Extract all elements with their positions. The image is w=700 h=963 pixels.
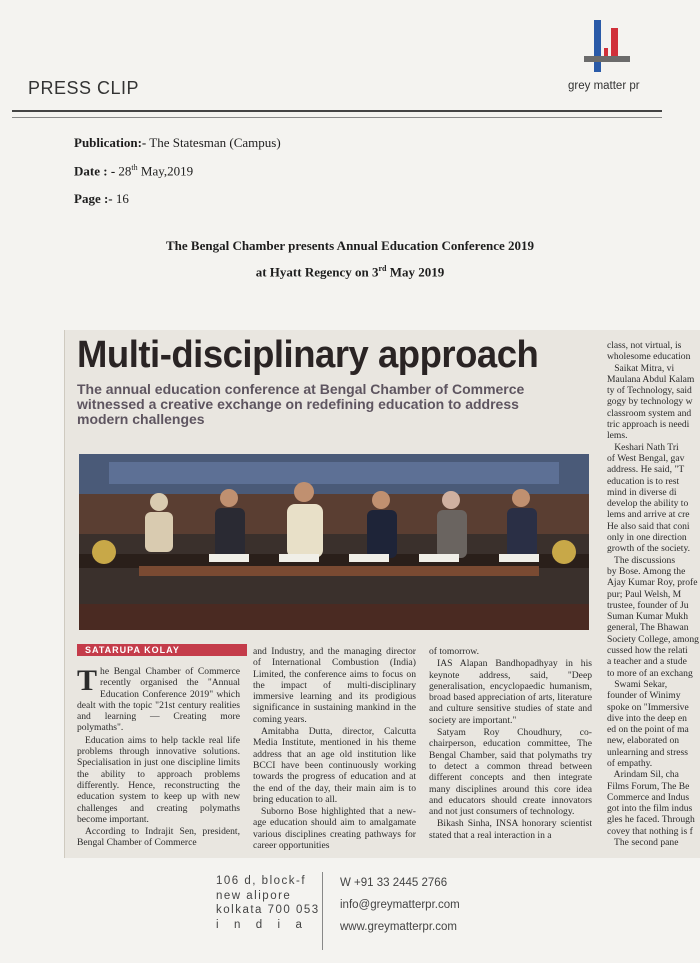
column-4-line: lems. <box>607 430 628 442</box>
paragraph-text: he Bengal Chamber of Commerce recently organised the "Annual Education Conference 2019" which dealt with the topic "21st century realities and learning — Creating more polymaths". <box>77 666 240 734</box>
column-4-line: dive into the deep en <box>607 712 687 724</box>
publication-value: The Statesman (Campus) <box>149 135 281 150</box>
publication-label: Publication:- <box>74 135 147 150</box>
column-4-line: growth of the society. <box>607 543 691 555</box>
date-sup: th <box>131 163 138 172</box>
publication-line <box>74 135 281 151</box>
column-4-line: ed on the point of ma <box>607 724 689 736</box>
page-label: Page :- <box>74 191 113 206</box>
article-column-3 <box>429 646 592 842</box>
paragraph: According to Indrajit Sen, president, Bengal Chamber of Commerce <box>77 826 240 849</box>
website-link[interactable]: www.greymatterpr.com <box>340 921 457 933</box>
column-4-line: a teacher and a stude <box>607 656 687 668</box>
paragraph <box>77 666 240 734</box>
column-4-line: cussed how the relati <box>607 645 688 657</box>
column-4-line: of West Bengal, gav <box>607 452 685 464</box>
paragraph: Satyam Roy Choudhury, co-chairperson, education committee, The Bengal Chamber, said that polymaths try to detect a common thread between different concepts and then integrate many disciplines around this core idea and educators should create innovators and not just consumers of technology. <box>429 727 592 818</box>
column-4-line: Commerce and Indus <box>607 791 690 803</box>
header-rule-thin <box>12 117 662 118</box>
column-4-line: education is to rest <box>607 475 680 487</box>
headline-line-2-pre: at Hyatt Regency on 3 <box>255 264 379 280</box>
phone-text: W +91 33 2445 2766 <box>340 877 448 889</box>
footer-contact <box>340 872 460 938</box>
column-4-line: general, The Bhawan <box>607 622 689 634</box>
page-value: 16 <box>115 191 129 206</box>
column-4-line: develop the ability to <box>607 498 689 510</box>
column-4-line: ty of Technology, said <box>607 385 692 397</box>
headline-line-2-sup: rd <box>378 264 387 273</box>
paragraph: Education aims to help tackle real life problems through innovative solutions. Specialisation in just one discipline limits the ability to approach problems differently. Hence, reconstructing the education system to keep up with new challenges and creating polymaths become important. <box>77 734 240 825</box>
footer-address <box>216 874 320 932</box>
article-column-4 <box>607 340 700 852</box>
column-4-line: by Bose. Among the <box>607 565 686 577</box>
paragraph: Suborno Bose highlighted that a new-age education should aim to amalgamate various disciplines creating pathways for career opportunities <box>253 806 416 852</box>
clip-subtitle: The annual education conference at Bengal Chamber of Commerce witnessed a creative exchange on redefining education to address modern challenges <box>77 381 525 427</box>
date-label: Date : - <box>74 163 116 179</box>
header-rule <box>12 110 662 112</box>
clip-title: Multi-disciplinary approach <box>77 334 539 376</box>
headline-line-2 <box>0 264 700 280</box>
page-line <box>74 191 129 207</box>
date-rest: May,2019 <box>140 163 194 179</box>
column-4-line: classroom system and <box>607 407 692 419</box>
column-4-line: address. He said, "T <box>607 464 685 476</box>
column-4-line: tric approach is needi <box>607 419 690 431</box>
newspaper-clipping <box>64 330 700 858</box>
address-line: new alipore <box>216 889 292 902</box>
paragraph: Bikash Sinha, INSA honorary scientist stated that a real interaction in a <box>429 818 592 841</box>
column-4-line: Saikat Mitra, vi <box>607 362 675 374</box>
column-4-line: Films Forum, The Be <box>607 780 690 792</box>
column-4-line: gles he faced. Through <box>607 814 695 826</box>
headline-line-2-post: May 2019 <box>389 264 445 280</box>
column-4-line: Ajay Kumar Roy, profe <box>607 577 698 589</box>
brand-name: grey matter pr <box>568 80 640 92</box>
email-link[interactable]: info@greymatterpr.com <box>340 899 460 911</box>
column-4-line: Keshari Nath Tri <box>607 441 679 453</box>
column-4-line: mind in diverse di <box>607 486 677 498</box>
date-line <box>74 163 193 179</box>
footer-divider <box>322 872 323 950</box>
column-4-line: lems and arrive at cre <box>607 509 690 521</box>
column-4-line: of empathy. <box>607 757 653 769</box>
column-4-line: Maulana Abdul Kalam <box>607 373 695 385</box>
address-line: i n d i a <box>216 918 305 931</box>
column-4-line: to more of an exchang <box>607 667 693 679</box>
address-line: kolkata 700 053 <box>216 904 320 916</box>
column-4-line: The second pane <box>607 837 679 849</box>
column-4-line: new, elaborated on <box>607 735 680 747</box>
column-4-line: gogy by technology w <box>607 396 693 408</box>
column-4-line: class, not virtual, is <box>607 340 682 351</box>
column-4-line: The discussions <box>607 554 676 566</box>
paragraph: of tomorrow. <box>429 646 480 657</box>
date-day: 28 <box>118 163 132 179</box>
grey-matter-logo-icon <box>580 18 640 78</box>
column-4-line: unlearning and stress <box>607 746 688 758</box>
press-clip-label: PRESS CLIP <box>28 78 140 98</box>
article-column-2 <box>253 646 416 852</box>
column-4-line: Society College, among <box>607 633 699 645</box>
address-line: 106 d, block-f <box>216 875 307 887</box>
drop-cap: T <box>77 664 98 697</box>
byline: SATARUPA KOLAY <box>77 644 247 656</box>
paragraph: and Industry, and the managing director of International Combustion (India) Limited, the conference aims to focus on the impact of multi-disciplinary immersive learning and its prodigious significance in sustaining mankind in the coming years. <box>253 646 416 725</box>
column-4-line: spoke on "Immersive <box>607 701 689 713</box>
column-4-line: founder of Winimy <box>607 690 681 702</box>
column-4-line: pur; Paul Welsh, M <box>607 588 682 600</box>
column-4-line: wholesome education <box>607 351 691 363</box>
column-4-line: Swami Sekar, <box>607 678 668 690</box>
column-4-line: trustee, founder of Ju <box>607 599 689 611</box>
paragraph: IAS Alapan Bandhopadhyay in his keynote address, said, "Deep generalisation, encyclopaedic humanism, broad based appreciation of arts, literature and culture sensitive studies of state and society are important." <box>429 658 592 726</box>
column-4-line: Suman Kumar Mukh <box>607 611 689 623</box>
paragraph: Amitabha Dutta, director, Calcutta Media Institute, mentioned in his theme address that an age old institution like BCCI have been continuously working towards the progress of education and at the end of the day, their main aim is to bring education to all. <box>253 726 416 805</box>
headline-line-1: The Bengal Chamber presents Annual Education Conference 2019 <box>165 238 534 253</box>
column-4-line: He also said that coni <box>607 520 690 532</box>
conference-photo <box>79 454 589 630</box>
column-4-line: covey that nothing is f <box>607 825 693 837</box>
column-4-line: got into the film indus <box>607 803 693 815</box>
column-4-line: Arindam Sil, cha <box>607 769 679 781</box>
article-column-1 <box>77 666 240 850</box>
column-4-line: only in one direction <box>607 532 687 544</box>
